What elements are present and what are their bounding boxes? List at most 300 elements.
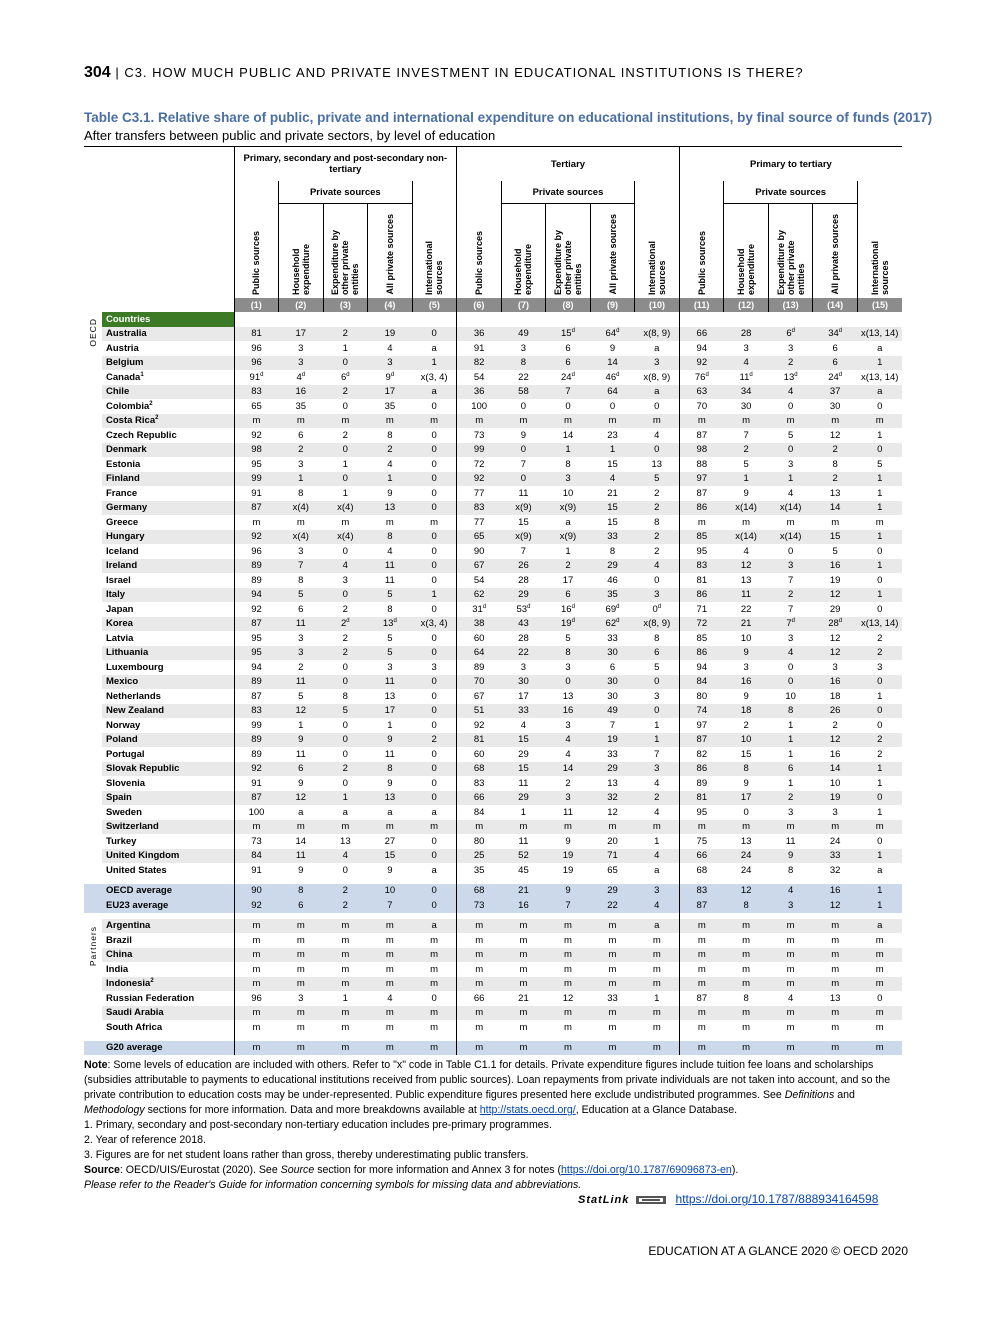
table-cell: 11 bbox=[279, 617, 324, 632]
table-cell: 66 bbox=[679, 849, 724, 864]
col-header-household bbox=[279, 204, 324, 299]
table-cell: 99 bbox=[234, 718, 279, 733]
table-cell: 3 bbox=[342, 574, 348, 586]
table-cell: m bbox=[546, 820, 591, 835]
group-header-tertiary: Tertiary bbox=[457, 147, 680, 182]
header-separator: | bbox=[110, 65, 125, 80]
table-cell: 95 bbox=[234, 631, 279, 646]
table-cell: 72 bbox=[457, 457, 502, 472]
table-cell: m bbox=[501, 820, 546, 835]
table-cell: 82 bbox=[679, 747, 724, 762]
table-cell: 62 bbox=[457, 588, 502, 603]
table-row bbox=[84, 588, 902, 603]
table-cell: 33 bbox=[590, 530, 635, 545]
column-number: (15) bbox=[857, 298, 902, 312]
table-cell: 92 bbox=[457, 472, 502, 487]
table-cell: 19 bbox=[813, 791, 858, 806]
table-cell: m bbox=[768, 414, 813, 429]
table-cell: 87 bbox=[234, 689, 279, 704]
table-cell: 10 bbox=[740, 632, 752, 644]
table-cell: m bbox=[368, 820, 413, 835]
table-cell: 62$^d$ bbox=[590, 617, 635, 632]
table-cell: m bbox=[813, 820, 858, 835]
table-cell: m bbox=[635, 1041, 680, 1056]
row-label: Hungary bbox=[102, 530, 234, 545]
row-label: Austria bbox=[106, 342, 139, 354]
table-cell: x(14) bbox=[768, 530, 813, 545]
table-cell: 17 bbox=[518, 690, 529, 702]
table-cell: 0 bbox=[412, 327, 457, 342]
col-header-household bbox=[501, 204, 546, 299]
table-cell: 0 bbox=[431, 632, 437, 644]
table-cell: 54 bbox=[457, 573, 502, 588]
table-cell: 3 bbox=[298, 458, 304, 470]
table-cell: 8 bbox=[546, 646, 591, 661]
table-cell: 13 bbox=[368, 501, 413, 516]
row-label: Finland bbox=[102, 472, 234, 487]
table-cell: m bbox=[679, 962, 724, 977]
table-cell: 14 bbox=[546, 762, 591, 777]
table-cell: m bbox=[724, 977, 769, 992]
table-cell: 95 bbox=[679, 805, 724, 820]
table-cell: 1 bbox=[857, 530, 902, 545]
table-cell: a bbox=[387, 806, 393, 818]
table-cell: m bbox=[430, 516, 439, 528]
table-cell: 8 bbox=[368, 530, 413, 545]
table-cell: 1 bbox=[857, 884, 902, 899]
table-cell: 0 bbox=[520, 400, 527, 412]
table-cell: 6 bbox=[279, 898, 324, 913]
source-text-1: : OECD/UIS/Eurostat (2020). See bbox=[119, 1164, 281, 1176]
table-cell: 13 bbox=[740, 835, 752, 847]
table-cell: a bbox=[654, 864, 660, 876]
table-cell: 86 bbox=[679, 588, 724, 603]
table-cell: 1 bbox=[654, 992, 660, 1004]
table-cell: 12 bbox=[724, 559, 769, 574]
table-cell: 36 bbox=[457, 327, 502, 342]
table-cell: x(8, 9) bbox=[635, 617, 680, 632]
stats-link[interactable]: http://stats.oecd.org/ bbox=[479, 1104, 576, 1116]
table-row bbox=[84, 704, 902, 719]
table-cell: 46$^d$ bbox=[605, 371, 620, 383]
table-cell: 4 bbox=[635, 559, 680, 574]
table-cell: 0 bbox=[323, 472, 368, 487]
table-cell: m bbox=[564, 1021, 572, 1033]
table-cell: m bbox=[412, 1041, 457, 1056]
table-cell: m bbox=[341, 963, 350, 975]
table-row bbox=[84, 385, 902, 400]
table-cell: 15 bbox=[590, 501, 635, 516]
table-cell: 13 bbox=[368, 791, 413, 806]
table-cell: 30 bbox=[740, 400, 752, 412]
table-cell: 0 bbox=[501, 443, 546, 458]
table-cell: m bbox=[590, 1041, 635, 1056]
table-cell: m bbox=[635, 1006, 680, 1021]
table-cell: 0 bbox=[412, 791, 457, 806]
table-cell: 26 bbox=[813, 704, 858, 719]
table-cell: 3 bbox=[832, 806, 838, 818]
table-cell: 17 bbox=[724, 791, 769, 806]
table-cell: 45 bbox=[518, 864, 529, 876]
table-cell: 13 bbox=[651, 458, 663, 470]
table-row bbox=[84, 962, 902, 977]
header-row-levels bbox=[84, 147, 902, 182]
table-cell: 19 bbox=[546, 849, 591, 864]
table-cell: 22 bbox=[501, 646, 546, 661]
table-cell: 11 bbox=[518, 835, 529, 847]
table-cell: 0 bbox=[431, 545, 437, 557]
table-cell: 11 bbox=[384, 748, 395, 760]
table-cell: 8 bbox=[368, 762, 413, 777]
col-header-household-text: Household expenditure bbox=[290, 243, 311, 295]
table-cell: x(13, 14) bbox=[857, 327, 902, 342]
table-cell: 3 bbox=[743, 661, 749, 673]
table-cell: 19 bbox=[562, 864, 574, 876]
table-cell: 69$^d$ bbox=[605, 603, 620, 615]
table-cell: 4 bbox=[387, 545, 393, 557]
table-cell: 0 bbox=[743, 806, 749, 818]
table-cell: 9$^d$ bbox=[385, 371, 395, 383]
column-number: (14) bbox=[813, 298, 858, 312]
table-cell: m bbox=[296, 1021, 305, 1033]
table-cell: 11 bbox=[368, 559, 413, 574]
table-cell: 2 bbox=[768, 356, 813, 371]
table-cell: 11 bbox=[563, 806, 573, 818]
note-text-1: : Some levels of education are included with others. Refer to "x" code in Table C1.1 for details. Private expenditure figures include tuition fee loans and scholarships (subsidies attributable to payments to educational institutions received from public sources). Loan repayments from private individuals are not taken into account, and so the private contribution to education costs may be under-represented. Public expenditure figures presented here exclude undistributed programmes. See bbox=[84, 1059, 891, 1101]
table-cell: a bbox=[654, 342, 660, 354]
table-cell: 66 bbox=[457, 991, 502, 1006]
table-cell: 13$^d$ bbox=[783, 371, 798, 383]
table-cell: 8 bbox=[743, 992, 749, 1004]
table-cell: 92 bbox=[234, 762, 279, 777]
table-cell: m bbox=[430, 1021, 439, 1033]
table-cell: m bbox=[296, 963, 305, 975]
table-cell: 7 bbox=[520, 458, 527, 470]
table-cell: m bbox=[786, 963, 795, 975]
table-cell: 3 bbox=[298, 342, 304, 354]
table-cell: 2 bbox=[635, 530, 680, 545]
table-cell: m bbox=[234, 1020, 279, 1035]
table-cell: 3 bbox=[298, 632, 304, 644]
table-cell: 60 bbox=[457, 631, 502, 646]
table-cell: 33 bbox=[607, 632, 618, 644]
row-label: EU23 average bbox=[102, 898, 234, 913]
table-cell: m bbox=[457, 820, 502, 835]
table-cell: 11$^d$ bbox=[739, 371, 753, 383]
table-cell: 9 bbox=[298, 777, 304, 789]
table-cell: 87 bbox=[234, 791, 279, 806]
table-cell: 0 bbox=[342, 400, 348, 412]
source-text-2: section for more information and Annex 3 for notes ( bbox=[314, 1164, 561, 1176]
table-cell: 1 bbox=[342, 342, 348, 354]
row-label: Poland bbox=[102, 733, 234, 748]
table-cell: 14 bbox=[562, 429, 574, 441]
table-cell: 86 bbox=[679, 646, 724, 661]
table-cell: 14 bbox=[590, 356, 635, 371]
table-cell: 0 bbox=[635, 675, 680, 690]
table-cell: 0 bbox=[877, 400, 883, 412]
table-cell: 3 bbox=[635, 762, 680, 777]
column-number: (3) bbox=[323, 298, 368, 312]
table-cell: m bbox=[385, 516, 394, 528]
table-cell: 2 bbox=[724, 443, 769, 458]
table-cell: 92 bbox=[234, 602, 279, 617]
table-cell: 0 bbox=[431, 458, 437, 470]
table-cell: x(4) bbox=[323, 530, 368, 545]
table-cell: m bbox=[590, 820, 635, 835]
table-cell: 6 bbox=[565, 342, 571, 354]
table-cell: 27 bbox=[384, 835, 396, 847]
table-cell: 8 bbox=[387, 603, 393, 615]
row-label: Netherlands bbox=[106, 690, 161, 702]
table-cell: 33 bbox=[607, 992, 618, 1004]
table-cell: 90 bbox=[234, 884, 279, 899]
table-cell: 22 bbox=[590, 898, 635, 913]
table-cell: m bbox=[875, 963, 884, 975]
table-cell: 0 bbox=[857, 443, 902, 458]
table-cell: a bbox=[431, 342, 437, 354]
table-title: Table C3.1. Relative share of public, private and international expenditure on educational institutions, by final source of funds (2017) bbox=[84, 110, 933, 125]
table-cell: 92 bbox=[234, 898, 279, 913]
table-cell: 6$^d$ bbox=[768, 327, 813, 342]
source-word: Source bbox=[280, 1164, 315, 1176]
table-cell: 15 bbox=[813, 530, 858, 545]
table-cell: 0 bbox=[787, 661, 794, 673]
table-cell: 4 bbox=[787, 487, 794, 499]
table-cell: 92 bbox=[234, 428, 279, 443]
table-cell: 18 bbox=[829, 690, 841, 702]
table-cell: a bbox=[877, 342, 883, 354]
table-cell: 82 bbox=[457, 356, 502, 371]
row-label: Slovenia bbox=[106, 777, 146, 789]
table-cell: 97 bbox=[679, 472, 724, 487]
table-cell: 30 bbox=[590, 646, 635, 661]
table-cell: 30 bbox=[607, 690, 618, 702]
table-row bbox=[84, 559, 902, 574]
table-cell: m bbox=[590, 948, 635, 963]
table-cell: 0 bbox=[877, 992, 883, 1004]
table-cell: 7 bbox=[787, 574, 794, 586]
table-cell: 15 bbox=[501, 762, 546, 777]
table-cell: 3 bbox=[279, 356, 324, 371]
table-cell: m bbox=[813, 414, 858, 429]
table-cell: 12 bbox=[279, 791, 324, 806]
table-row bbox=[84, 849, 902, 864]
table-cell: 0 bbox=[431, 835, 437, 847]
table-cell: m bbox=[234, 948, 279, 963]
row-label: South Africa bbox=[106, 1021, 163, 1033]
table-cell: 13 bbox=[562, 690, 574, 702]
col-header-international-sources: International sources bbox=[869, 240, 890, 295]
table-cell: 100 bbox=[457, 399, 502, 414]
table-cell: 0 bbox=[431, 992, 437, 1004]
table-cell: 5 bbox=[787, 429, 794, 441]
table-cell: m bbox=[546, 977, 591, 992]
table-cell: 32 bbox=[590, 791, 635, 806]
table-row bbox=[84, 747, 902, 762]
table-cell: x(9) bbox=[546, 530, 591, 545]
table-row bbox=[84, 660, 902, 675]
table-cell: 8 bbox=[609, 545, 616, 557]
table-cell: 3 bbox=[787, 458, 794, 470]
table-cell: 28 bbox=[518, 632, 529, 644]
table-container bbox=[84, 146, 902, 1055]
table-cell: m bbox=[279, 820, 324, 835]
table-cell: 1 bbox=[787, 719, 794, 731]
average-row bbox=[84, 898, 902, 913]
row-label: Norway bbox=[106, 719, 141, 731]
table-cell: 7 bbox=[520, 545, 527, 557]
table-cell: 95 bbox=[234, 646, 279, 661]
table-cell: m bbox=[457, 977, 502, 992]
table-cell: 0 bbox=[768, 443, 813, 458]
table-cell: 3 bbox=[768, 898, 813, 913]
g20-average-row bbox=[84, 1041, 902, 1056]
table-cell: x(8, 9) bbox=[635, 327, 680, 342]
table-cell: m bbox=[724, 1041, 769, 1056]
col-header-public-sources: Public sources bbox=[473, 230, 484, 295]
table-cell: 35 bbox=[590, 588, 635, 603]
table-cell: m bbox=[368, 1006, 413, 1021]
table-cell: 0 bbox=[787, 400, 794, 412]
table-cell: 2 bbox=[813, 443, 858, 458]
table-cell: 0 bbox=[431, 748, 437, 760]
table-cell: 9 bbox=[387, 777, 393, 789]
table-cell: 16 bbox=[279, 385, 324, 400]
table-cell: m bbox=[519, 963, 528, 975]
table-cell: 3 bbox=[635, 588, 680, 603]
table-cell: 1 bbox=[654, 719, 660, 731]
table-cell: m bbox=[341, 516, 350, 528]
table-cell: 0 bbox=[412, 472, 457, 487]
table-row bbox=[84, 646, 902, 661]
table-cell: 4$^d$ bbox=[296, 371, 306, 383]
table-cell: x(4) bbox=[279, 501, 324, 516]
table-cell: 3 bbox=[520, 661, 527, 673]
table-cell: m bbox=[742, 934, 751, 946]
table-cell: m bbox=[501, 919, 546, 934]
table-cell: 97 bbox=[679, 718, 724, 733]
table-cell: x(8, 9) bbox=[643, 371, 671, 383]
table-cell: 7 bbox=[787, 603, 794, 615]
table-cell: 24 bbox=[724, 849, 769, 864]
table-cell: 3 bbox=[565, 719, 571, 731]
table-cell: 68 bbox=[457, 884, 502, 899]
table-cell: x(9) bbox=[546, 501, 591, 516]
table-cell: m bbox=[279, 977, 324, 992]
column-number: (11) bbox=[679, 298, 724, 312]
table-cell: m bbox=[679, 933, 724, 948]
table-cell: 4 bbox=[635, 898, 680, 913]
row-label: Canada$^1$ bbox=[106, 371, 144, 383]
table-cell: m bbox=[412, 977, 457, 992]
table-cell: 0 bbox=[342, 545, 348, 557]
table-cell: m bbox=[234, 515, 279, 530]
col-header-household bbox=[724, 204, 769, 299]
table-cell: m bbox=[679, 919, 724, 934]
table-cell: 1 bbox=[368, 472, 413, 487]
table-cell: 5 bbox=[298, 690, 304, 702]
table-cell: 9 bbox=[368, 733, 413, 748]
table-cell: m bbox=[457, 919, 502, 934]
col-header-international-sources: International sources bbox=[424, 240, 445, 295]
table-cell: 1 bbox=[412, 356, 457, 371]
table-row bbox=[84, 1006, 902, 1021]
table-cell: m bbox=[501, 414, 546, 429]
table-cell: m bbox=[501, 948, 546, 963]
table-cell: 1 bbox=[877, 777, 883, 789]
table-cell: 2 bbox=[342, 603, 348, 615]
table-cell: 2 bbox=[298, 661, 304, 673]
table-cell: 1 bbox=[768, 733, 813, 748]
table-cell: 87 bbox=[234, 617, 279, 632]
table-cell: 1 bbox=[857, 501, 902, 516]
table-cell: 4 bbox=[565, 748, 571, 760]
source-link[interactable]: https://doi.org/10.1787/69096873-en bbox=[560, 1164, 732, 1176]
column-number: (10) bbox=[635, 298, 680, 312]
table-cell: a bbox=[431, 864, 437, 876]
table-cell: 21 bbox=[501, 884, 546, 899]
table-cell: 87 bbox=[679, 733, 724, 748]
table-cell: 3 bbox=[654, 690, 660, 702]
table-cell: x(3, 4) bbox=[420, 371, 448, 383]
table-cell: 81 bbox=[679, 791, 724, 806]
table-cell: x(14) bbox=[724, 530, 769, 545]
row-label: Costa Rica$^2$ bbox=[102, 414, 234, 429]
table-cell: m bbox=[457, 1041, 502, 1056]
table-cell: 29 bbox=[590, 884, 635, 899]
table-cell: 2 bbox=[323, 646, 368, 661]
running-header bbox=[84, 64, 804, 82]
row-label: New Zealand bbox=[102, 704, 234, 719]
table-cell: 33 bbox=[813, 849, 858, 864]
table-cell: 1 bbox=[654, 835, 660, 847]
table-cell: m bbox=[323, 1006, 368, 1021]
table-cell: 9 bbox=[743, 690, 749, 702]
table-cell: m bbox=[564, 963, 572, 975]
table-cell: 15 bbox=[518, 516, 529, 528]
table-cell: m bbox=[234, 919, 279, 934]
table-cell: 11 bbox=[279, 849, 324, 864]
table-cell: 81 bbox=[679, 573, 724, 588]
table-cell: m bbox=[234, 1006, 279, 1021]
table-cell: m bbox=[590, 1006, 635, 1021]
international-sources-header bbox=[635, 181, 680, 298]
table-cell: 2 bbox=[654, 487, 660, 499]
row-label: Israel bbox=[106, 574, 131, 586]
table-cell: 84 bbox=[457, 805, 502, 820]
table-cell: 10 bbox=[562, 487, 574, 499]
table-cell: 8 bbox=[565, 458, 571, 470]
col-header-other-private bbox=[768, 204, 813, 299]
row-label: France bbox=[106, 487, 138, 499]
table-cell: m bbox=[679, 977, 724, 992]
table-cell: 1 bbox=[323, 791, 368, 806]
row-label: Japan bbox=[106, 603, 134, 615]
table-cell: m bbox=[635, 977, 680, 992]
table-cell: 3 bbox=[546, 472, 591, 487]
table-cell: 26 bbox=[501, 559, 546, 574]
row-label: Estonia bbox=[106, 458, 141, 470]
table-cell: 0 bbox=[342, 719, 348, 731]
table-cell: m bbox=[857, 977, 902, 992]
statlink-url[interactable]: https://doi.org/10.1787/888934164598 bbox=[675, 1192, 879, 1206]
table-cell: 3 bbox=[787, 806, 794, 818]
row-label: Czech Republic bbox=[106, 429, 177, 441]
table-cell: 0 bbox=[877, 545, 883, 557]
row-label: Greece bbox=[106, 516, 139, 528]
table-cell: 0 bbox=[323, 443, 368, 458]
